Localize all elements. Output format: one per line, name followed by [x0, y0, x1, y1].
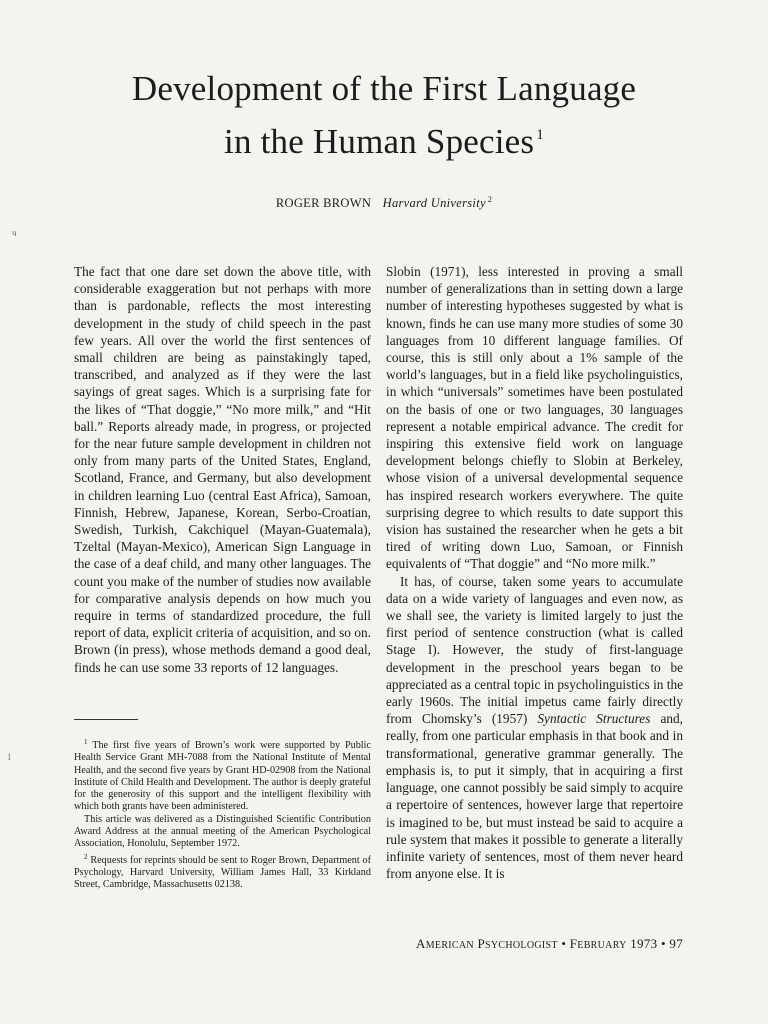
body-paragraph: Slobin (1971), less interested in proving a small number of generalizations than in setting down a large number of interesting hypotheses suggested by what is known, finds he can use many more studies of some 30 languages from 10 different language families. Of course, this is still only about a 1% sample of the world’s languages, but in a field like psycholinguistics, in which “universals” sometimes have been postulated on the basis of one or two languages, 30 languages represent a notable empirical advance. The credit for inspiring this extensive field work on language development belongs chiefly to Slobin at Berkeley, whose vision of a universal developmental sequence has inspired research workers everywhere. The quite surprising degree to which results to date support this vision has sustained the researcher when he gets a bit tired of writing down Luo, Samoan, or Finnish equivalents of “That doggie” and “No more milk.” [386, 264, 683, 572]
separator: • [561, 936, 567, 951]
footnotes [74, 736, 371, 892]
page-footer [386, 936, 683, 952]
separator: • [660, 936, 666, 951]
author-affiliation: Harvard University [382, 196, 486, 210]
body-paragraph [386, 573, 683, 883]
footnote-1 [74, 736, 371, 814]
margin-mark: l [8, 752, 11, 762]
article-title [0, 66, 768, 165]
journal-initial: P [477, 936, 486, 951]
title-line-2: in the Human Species [224, 122, 535, 161]
month-initial: F [569, 936, 578, 951]
footnote-1-marker: 1 [84, 738, 88, 746]
month-rest: EBRUARY [577, 940, 627, 951]
footnote-2 [74, 851, 371, 892]
footnote-2-marker: 2 [84, 852, 88, 861]
footnote-rule [74, 719, 138, 720]
footnote-1-extra: This article was delivered as a Distinguished Scientific Contribution Award Address at the annual meeting of the American Psychological Association, Honolulu, September 1972. [74, 813, 371, 850]
footnote-2-text: Requests for reprints should be sent to Roger Brown, Department of Psychology, Harvard University, William James Hall, 33 Kirkland Street, Cambridge, Massachusetts 02138. [74, 854, 372, 891]
page-number: 97 [669, 936, 683, 951]
issue-year: 1973 [630, 936, 658, 951]
right-column [386, 263, 683, 882]
paragraph-text: and, really, from one particular emphasis in that book and in transformational, generative grammar generally. The emphasis is, to put it simply, that in acquiring a first language, one cannot possibly be said simply to acquire a repertoire of sentences, however large that repertoire is imagined to be, but must instead be said to acquire a rule system that makes it possible to generate a literally infinite variety of sentences, most of them never heard from anyone else. It is [386, 711, 684, 882]
margin-mark: ч [12, 228, 17, 238]
title-line-1: Development of the First Language [131, 69, 637, 108]
journal-rest: SYCHOLOGIST [485, 940, 558, 951]
journal-rest: MERICAN [425, 940, 474, 951]
book-title: Syntactic Structures [537, 711, 651, 727]
footnote-1-text: The first five years of Brown’s work were supported by Public Health Service Grant MH-7088 from the National Institute of Mental Health, and the second five years by Grant HD-02908 from the National Institute of Child Health and Development. The author is deeply grateful for the generosity of this support and the intelligent flexibility with which both grants have been administered. [74, 740, 371, 813]
left-column [74, 263, 371, 676]
byline [0, 195, 768, 211]
journal-initial: A [416, 936, 426, 951]
body-paragraph: The fact that one dare set down the above title, with considerable exaggeration but not perhaps with more than is pardonable, reflects the most interesting development in the study of child speech in the past few years. All over the world the first sentences of small children are being as painstakingly taped, transcribed, and analyzed as if they were the last sayings of great sages. Which is a surprising fate for the likes of “That doggie,” “No more milk,” and “Hit ball.” Reports already made, in progress, or projected for the near future sample development in children not only from many parts of the United States, England, Scotland, France, and Germany, but also development in children learning Luo (central East Africa), Samoan, Finnish, Hebrew, Japanese, Korean, Serbo-Croatian, Swedish, Turkish, Cakchiquel (Mayan-Guatemala), Tzeltal (Mayan-Mexico), American Sign Language in the case of a deaf child, and many other languages. The count you make of the number of studies now available for comparative analysis depends on how much you require in terms of standardized procedure, the full report of data, explicit criteria of acquisition, and so on. Brown (in press), whose methods demand a good deal, finds he can use some 33 reports of 12 languages. [74, 264, 371, 675]
paragraph-text: It has, of course, taken some years to accumulate data on a wide variety of languages and even now, as we shall see, the variety is limited largely to just the first period of sentence construction (what is called Stage I). However, the study of first-language development in the preschool years began to be appreciated as a central topic in psycholinguistics in the early 1960s. The initial impetus came fairly directly from Chomsky’s (1957) [386, 573, 683, 727]
author-name: ROGER BROWN [275, 196, 372, 210]
affiliation-footnote-marker: 2 [487, 195, 493, 204]
title-footnote-marker: 1 [536, 127, 544, 143]
